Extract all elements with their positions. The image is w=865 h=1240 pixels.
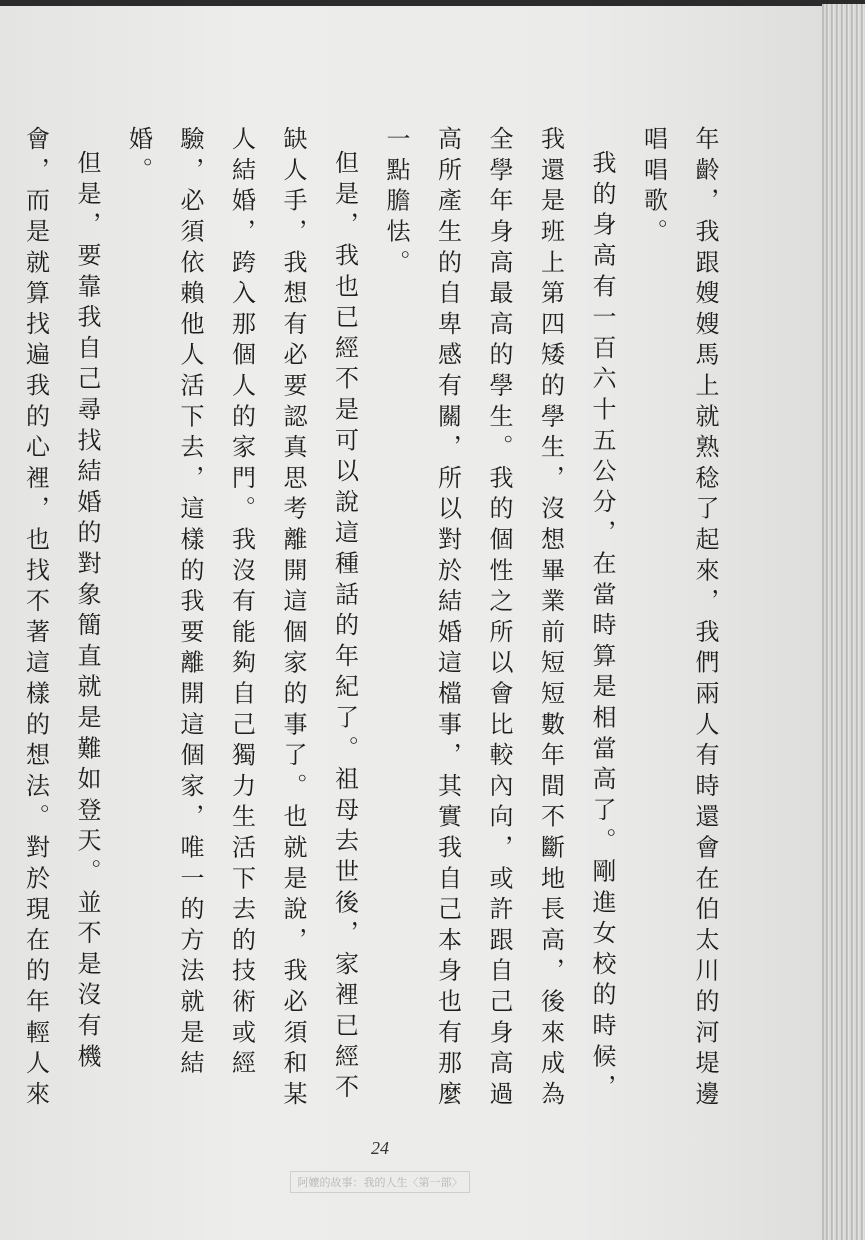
page-edges: [822, 4, 865, 1240]
book-page: [0, 6, 828, 1240]
running-footer: 阿嬤的故事：我的人生〈第一部〉: [290, 1171, 470, 1193]
body-text: [21, 126, 730, 1126]
page-number: 24: [371, 1138, 389, 1158]
paragraph-3: 但是，我也已經不是可以說這種話的年紀了。祖母去世後，家裡已經不缺人手，我想有必要認真思考離開這個家的事了。也就是說，我必須和某人結婚，跨入那個人的家門。我沒有能夠自己獨力生活下去的技術或經驗，必須依賴他人活下去，這樣的我要離開這個家，唯一的方法就是結婚。: [124, 126, 359, 1112]
paragraph-2: 我的身高有一百六十五公分，在當時算是相當高了。剛進女校的時候，我還是班上第四矮的學生，沒想畢業前短短數年間不斷地長高，後來成為全學年身高最高的學生。我的個性之所以會比較內向，或許跟自己身高過高所產生的自卑感有關，所以對於結婚這檔事，其實我自己本身也有那麼一點膽怯。: [382, 126, 616, 1112]
paragraph-4: 但是，要靠我自己尋找結婚的對象簡直就是難如登天。並不是沒有機會，而是就算找遍我的心裡，也找不著這樣的想法。對於現在的年輕人來: [21, 126, 101, 1112]
paragraph-1: 年齡，我跟嫂嫂馬上就熟稔了起來，我們兩人有時還會在伯太川的河堤邊唱唱歌。: [639, 126, 719, 1112]
